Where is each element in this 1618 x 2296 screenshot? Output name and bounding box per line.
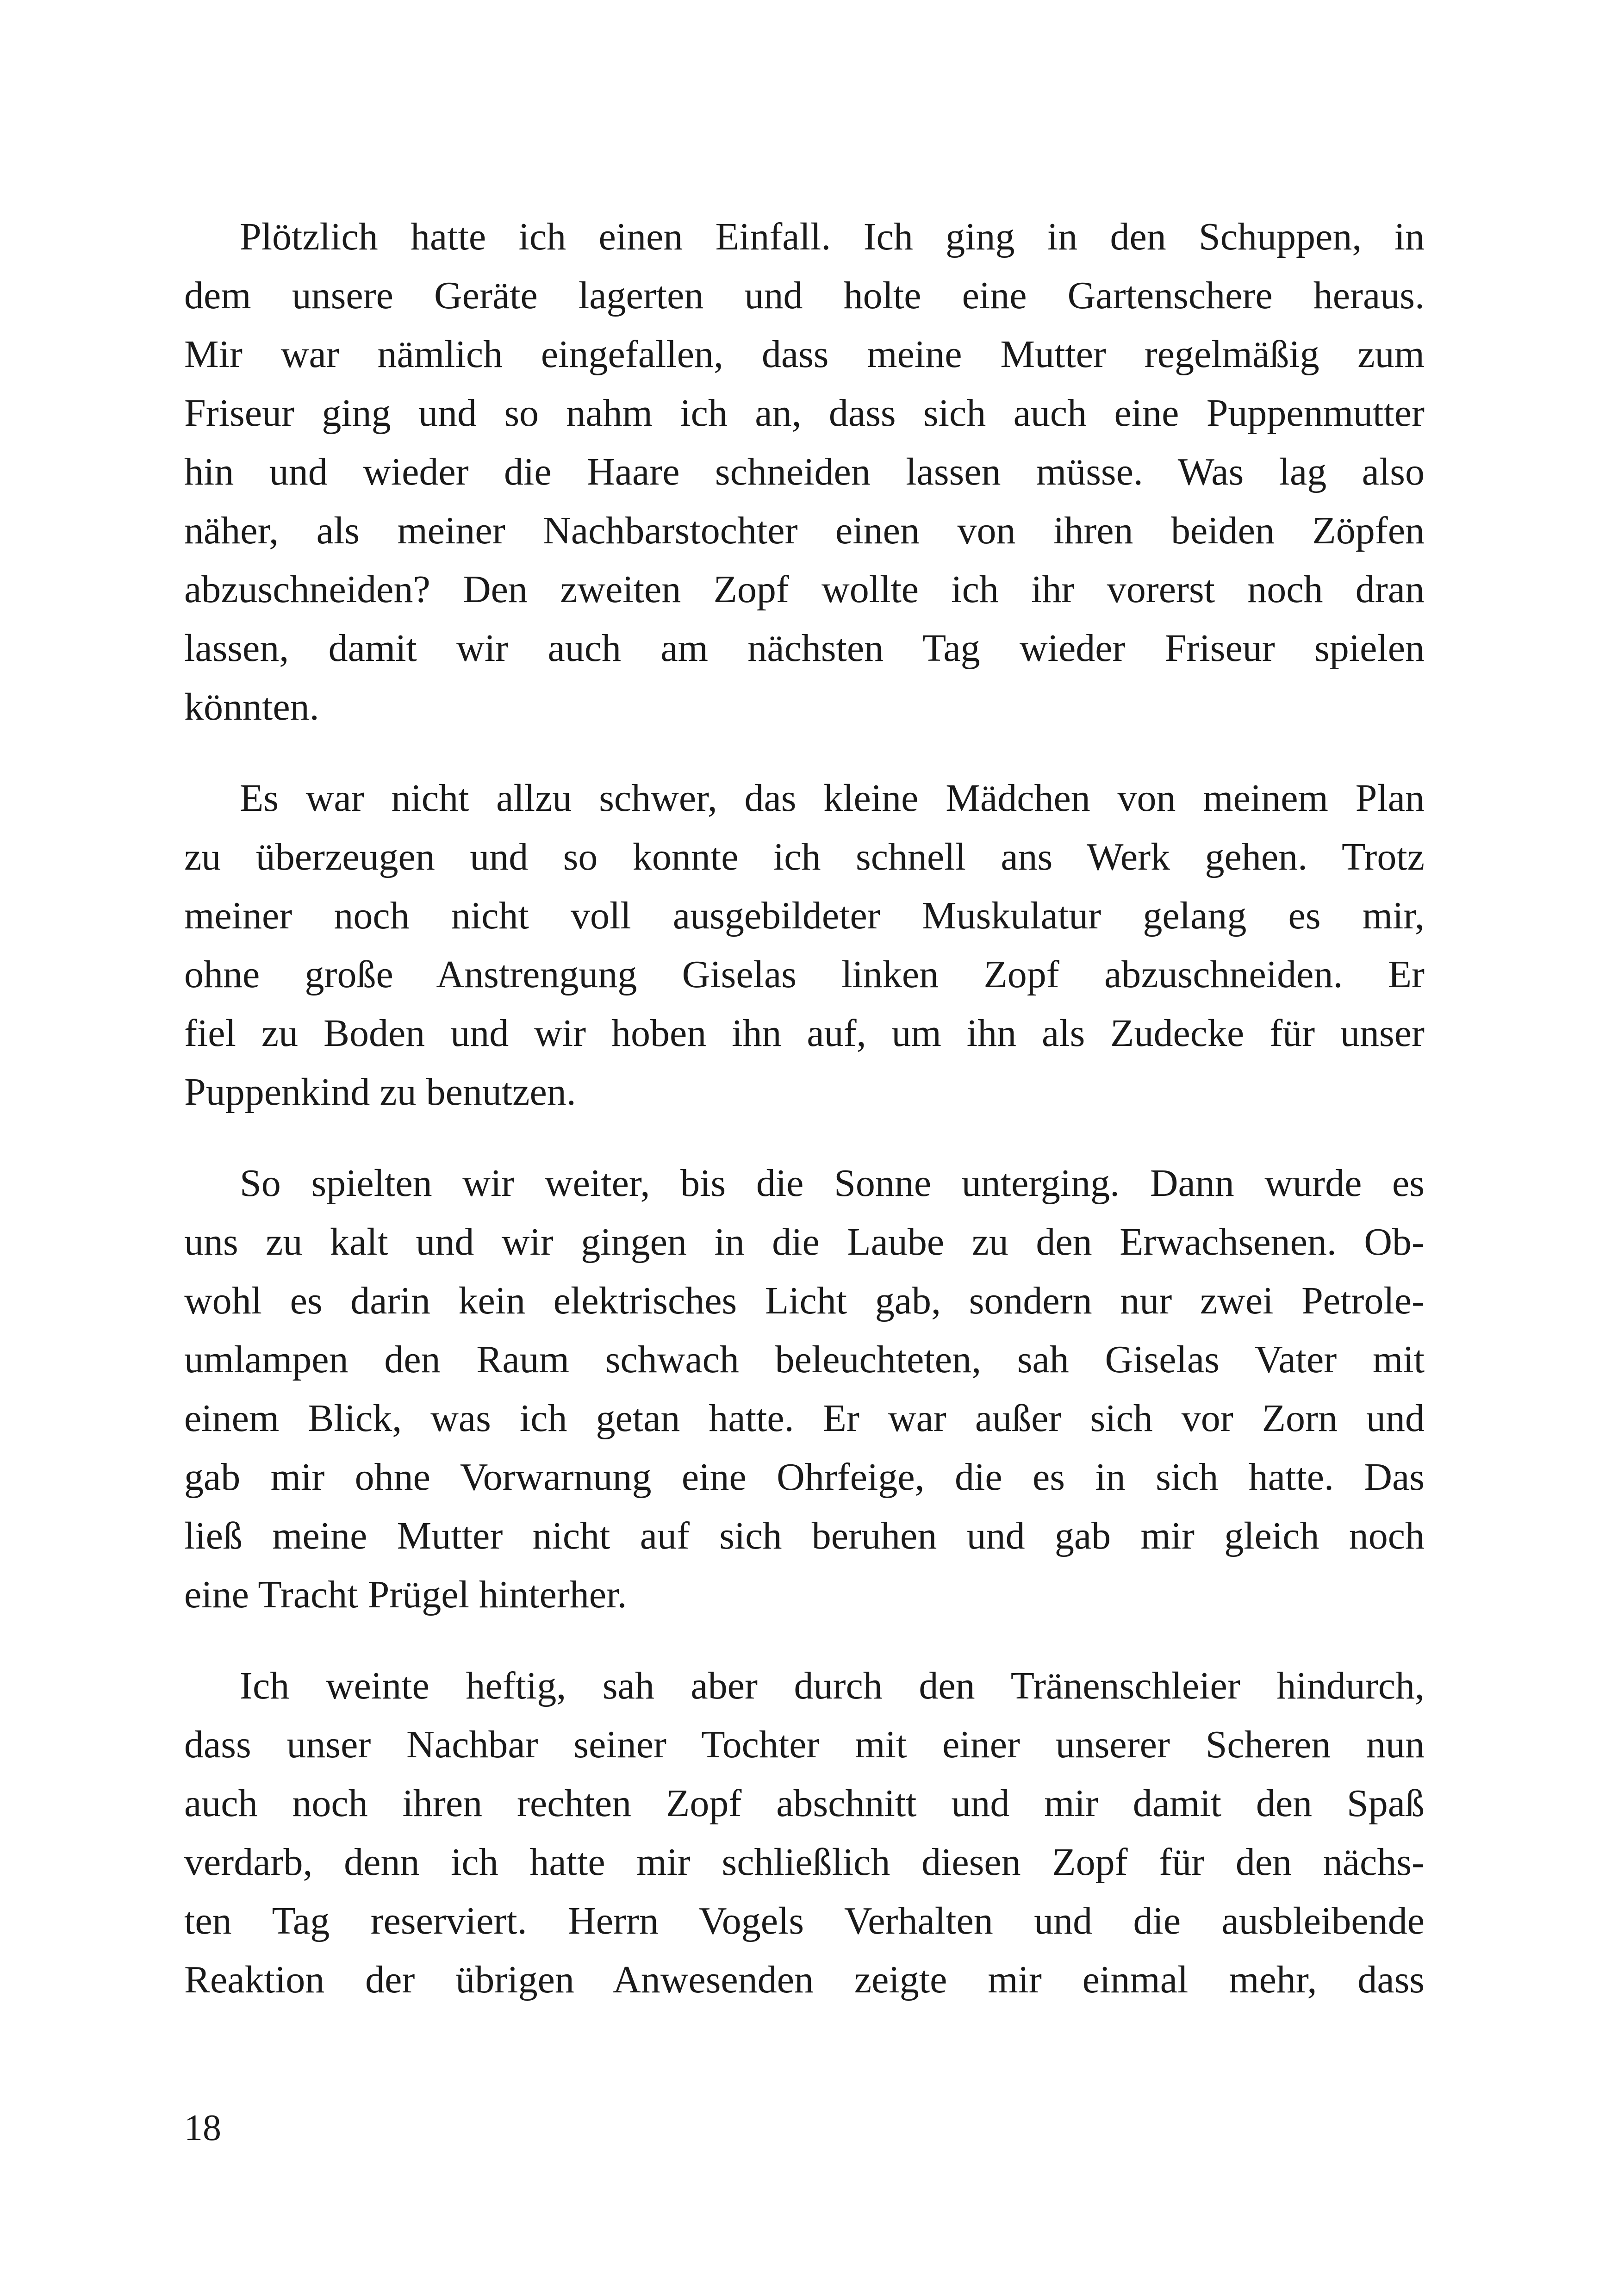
text-line: einem Blick, was ich getan hatte. Er war außer sich vor Zorn und [184,1397,1425,1440]
text-line: uns zu kalt und wir gingen in die Laube zu den Erwachsenen. Ob- [184,1220,1425,1263]
text-line: lassen, damit wir auch am nächsten Tag wieder Friseur spielen [184,627,1425,670]
text-line: hin und wieder die Haare schneiden lassen müsse. Was lag also [184,450,1425,493]
text-line: zu überzeugen und so konnte ich schnell ans Werk gehen. Trotz [184,835,1425,878]
paragraph [184,207,1425,736]
paragraph [184,1656,1425,2009]
text-line: So spielten wir weiter, bis die Sonne unterging. Dann wurde es [240,1162,1425,1205]
body-text [184,207,1425,2041]
page-number: 18 [184,2108,221,2148]
text-line: fiel zu Boden und wir hoben ihn auf, um ihn als Zudecke für unser [184,1012,1425,1055]
text-line: ten Tag reserviert. Herrn Vogels Verhalten und die ausbleibende [184,1899,1425,1942]
paragraph [184,1154,1425,1624]
text-line: Reaktion der übrigen Anwesenden zeigte mir einmal mehr, dass [184,1958,1425,2001]
text-line: ließ meine Mutter nicht auf sich beruhen und gab mir gleich noch [184,1514,1425,1557]
text-line: wohl es darin kein elektrisches Licht gab, sondern nur zwei Petrole- [184,1279,1425,1322]
text-line: gab mir ohne Vorwarnung eine Ohrfeige, die es in sich hatte. Das [184,1456,1425,1499]
text-line: näher, als meiner Nachbarstochter einen von ihren beiden Zöpfen [184,509,1425,552]
text-line: Es war nicht allzu schwer, das kleine Mädchen von meinem Plan [240,777,1425,820]
text-line: dem unsere Geräte lagerten und holte eine Gartenschere heraus. [184,274,1425,317]
text-line: Puppenkind zu benutzen. [184,1070,576,1114]
text-line: abzuschneiden? Den zweiten Zopf wollte ich ihr vorerst noch dran [184,568,1425,611]
text-line: eine Tracht Prügel hinterher. [184,1573,627,1616]
paragraph [184,769,1425,1121]
text-line: dass unser Nachbar seiner Tochter mit einer unserer Scheren nun [184,1723,1425,1766]
text-line: Ich weinte heftig, sah aber durch den Tränenschleier hindurch, [240,1664,1425,1707]
text-line: ohne große Anstrengung Giselas linken Zopf abzuschneiden. Er [184,953,1425,996]
text-line: verdarb, denn ich hatte mir schließlich diesen Zopf für den nächs- [184,1841,1425,1884]
text-line: auch noch ihren rechten Zopf abschnitt und mir damit den Spaß [184,1782,1425,1825]
text-line: könnten. [184,685,319,728]
text-line: Plötzlich hatte ich einen Einfall. Ich ging in den Schuppen, in [240,215,1425,258]
text-line: umlampen den Raum schwach beleuchteten, sah Giselas Vater mit [184,1338,1425,1381]
text-line: meiner noch nicht voll ausgebildeter Muskulatur gelang es mir, [184,894,1425,937]
text-line: Mir war nämlich eingefallen, dass meine Mutter regelmäßig zum [184,333,1425,376]
text-line: Friseur ging und so nahm ich an, dass sich auch eine Puppenmutter [184,392,1425,435]
